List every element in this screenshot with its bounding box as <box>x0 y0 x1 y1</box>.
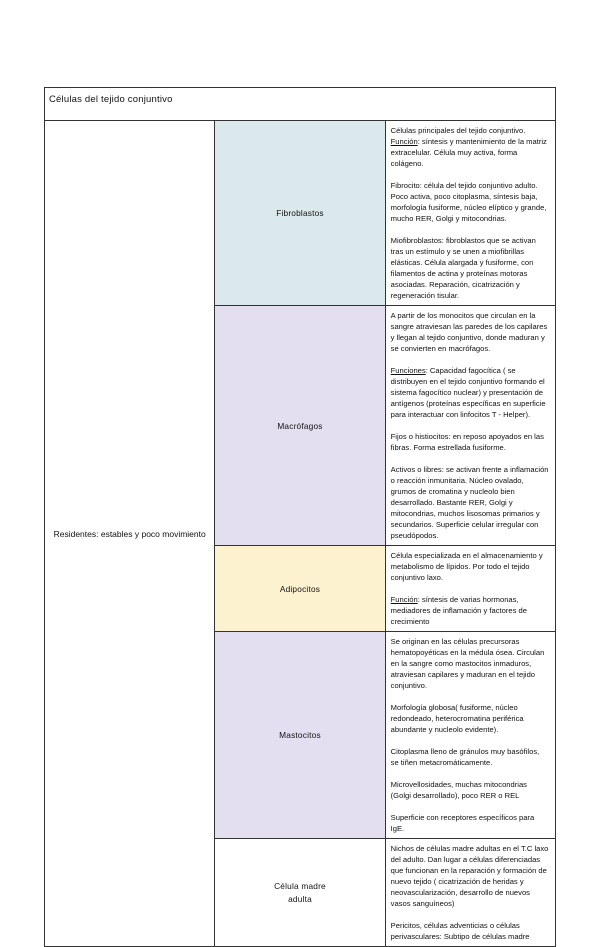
adipocitos-function-text: : síntesis de varias hormonas, mediadores de inflamación y factores de crecimiento <box>390 595 527 626</box>
document-page <box>44 87 556 947</box>
macrofagos-functions <box>391 365 549 420</box>
adipocitos-intro: Célula especializada en el almacenamiento y metabolismo de lípidos. Por todo el tejido conjuntivo laxo. <box>390 551 543 582</box>
group-label-text: Residentes: estables y poco movimiento <box>53 528 206 539</box>
connective-tissue-cells-table <box>44 87 556 947</box>
mastocitos-origin: Se originan en las células precursoras hematopoyéticas en la médula ósea. Circulan en la sangre como mastocitos inmaduros, atraviesan capilares y maduran en el tejido conjuntivo. <box>390 637 545 690</box>
fibroblastos-function <box>391 136 549 169</box>
fibroblastos-intro: Células principales del tejido conjuntivo. <box>390 126 526 135</box>
fibroblastos-fibrocito: Fibrocito: célula del tejido conjuntivo adulto. Poco activa, poco citoplasma, síntesis baja, morfología fusiforme, núcleo elíptico y grande, mucho RER, Golgi y mitocondrias. <box>390 181 547 223</box>
cell-type-adipocitos: Adipocitos <box>215 546 385 632</box>
mastocitos-cytoplasm: Citoplasma lleno de gránulos muy basófilos, se tiñen metacromáticamente. <box>390 747 540 767</box>
mastocitos-morphology: Morfología globosa( fusiforme, núcleo redondeado, heterocromatina periférica abundante y nucleolo evidente). <box>390 703 524 734</box>
macrofagos-fijos: Fijos o histiocitos: en reposo apoyados en las fibras. Forma estrellada fusiforme. <box>390 432 544 452</box>
fibroblastos-function-text: : síntesis y mantenimiento de la matriz extracelular. Célula muy activa, forma colágeno. <box>390 137 547 168</box>
cell-desc-celula-madre <box>385 839 555 947</box>
cell-desc-mastocitos <box>385 632 555 839</box>
mastocitos-surface: Superficie con receptores específicos para IgE. <box>390 813 535 833</box>
table-title: Células del tejido conjuntivo <box>45 88 556 121</box>
cell-desc-fibroblastos <box>385 121 555 306</box>
cell-desc-macrofagos <box>385 306 555 546</box>
celula-madre-pericitos: Pericitos, células adventicias o células perivasculares: Subtipo de células madre <box>390 921 530 941</box>
macrofagos-functions-label: Funciones <box>390 366 426 375</box>
table-header-row <box>45 88 556 121</box>
cell-type-macrofagos: Macrófagos <box>215 306 385 546</box>
macrofagos-origin: A partir de los monocitos que circulan en la sangre atraviesan las paredes de los capilares y llegan al tejido conjuntivo, donde maduran y se convierten en macrófagos. <box>390 311 548 353</box>
macrofagos-activos: Activos o libres: se activan frente a inflamación o reacción inmunitaria. Núcleo ovalado, grumos de cromatina y nucleolo bien desarrollado. Bastante RER, Golgi y mitocondrias, muchos lisosomas primarios y secundarios. Superficie celular irregular con pseudópodos. <box>390 465 549 540</box>
fibroblastos-function-label: Función <box>390 137 418 146</box>
cell-type-celula-madre <box>215 839 385 947</box>
mastocitos-organelles: Microvellosidades, muchas mitocondrias (Golgi desarrollado), poco RER o REL <box>390 780 527 800</box>
macrofagos-functions-text: : Capacidad fagocítica ( se distribuyen en el tejido conjuntivo formando el sistema fagocítico nuclear) y presentación de antígenos (proteínas específicas en superficie para interactuar con linfocitos T - Helper). <box>390 366 546 419</box>
cell-desc-adipocitos <box>385 546 555 632</box>
adipocitos-function <box>391 594 549 627</box>
cell-type-mastocitos: Mastocitos <box>215 632 385 839</box>
celula-madre-name: Célula madre adulta <box>274 880 326 904</box>
group-label-residentes <box>45 121 215 947</box>
adipocitos-function-label: Función <box>390 595 418 604</box>
fibroblastos-miofibroblastos: Miofibroblastos: fibroblastos que se activan tras un estímulo y se unen a miofibrillas elásticas. Célula alargada y fusiforme, con filamentos de actina y proteínas motoras asociadas. Reparación, cicatrización y regeneración tisular. <box>390 236 536 300</box>
table-row-fibroblastos <box>45 121 556 306</box>
celula-madre-niches: Nichos de células madre adultas en el T.C laxo del adulto. Dan lugar a células diferenciadas que funcionan en la reparación y formación de nuevo tejido ( cicatrización de heridas y neovascularización, desarrollo de nuevos vasos sanguíneos) <box>390 844 549 908</box>
cell-type-fibroblastos: Fibroblastos <box>215 121 385 306</box>
